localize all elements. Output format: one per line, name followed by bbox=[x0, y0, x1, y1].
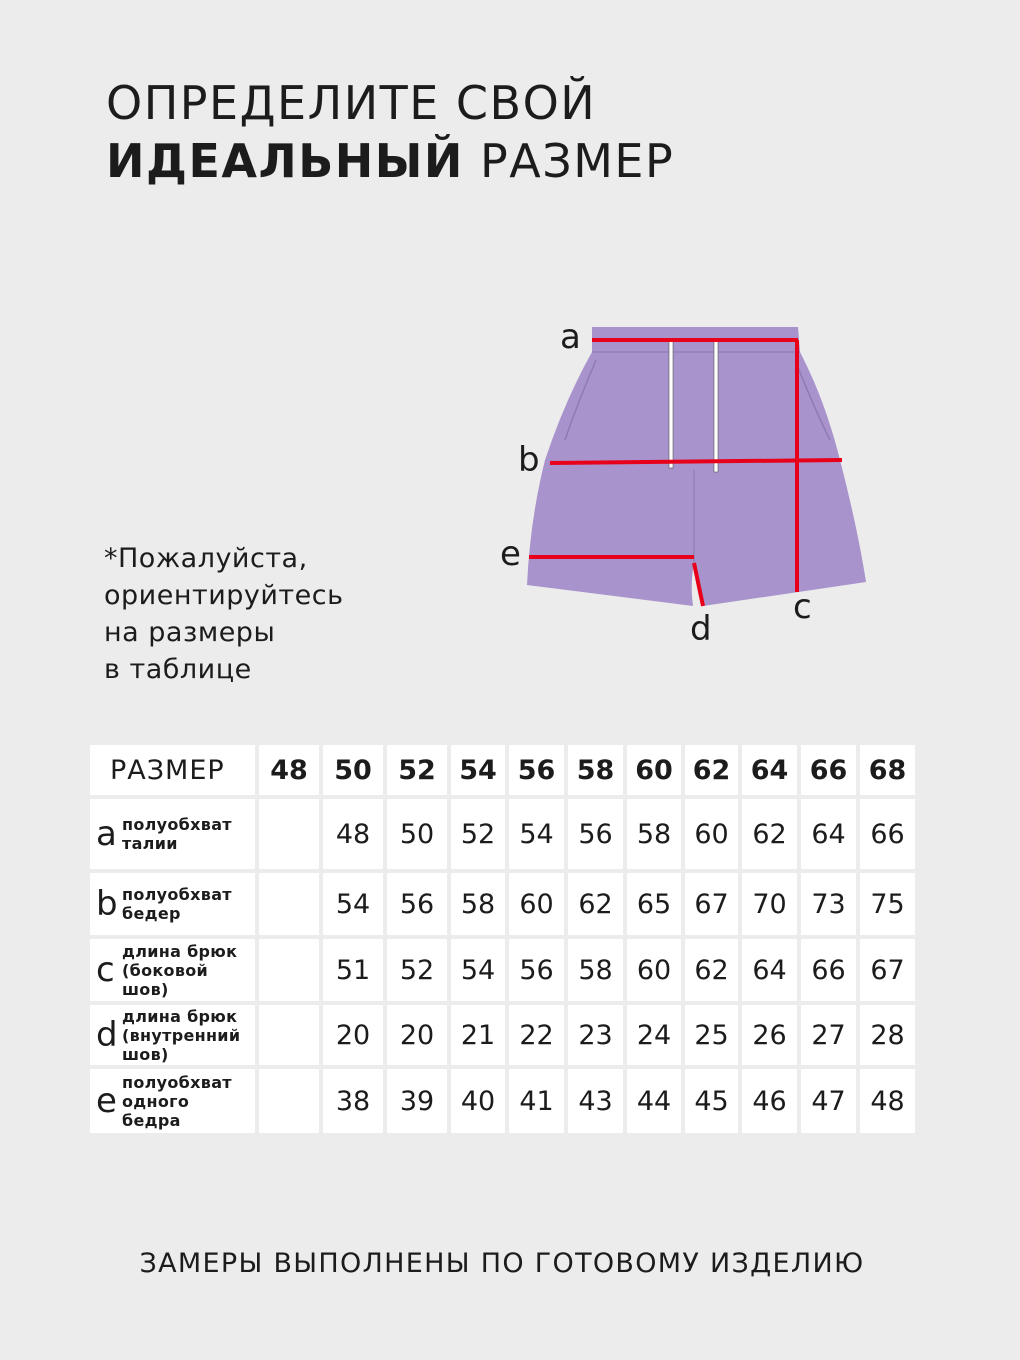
header-size: 56 bbox=[509, 745, 564, 795]
table-cell: 28 bbox=[860, 1005, 915, 1065]
row-letter: b bbox=[96, 884, 118, 924]
table-cell: 62 bbox=[742, 799, 797, 869]
header-size-label: РАЗМЕР bbox=[90, 745, 255, 795]
row-description-line: талии bbox=[122, 834, 178, 853]
note-line: на размеры bbox=[104, 617, 276, 648]
table-cell: 58 bbox=[568, 939, 623, 1001]
table-cell: 62 bbox=[685, 939, 738, 1001]
row-description bbox=[122, 942, 237, 999]
title-rest: РАЗМЕР bbox=[480, 134, 675, 188]
table-cell: 41 bbox=[509, 1069, 564, 1133]
table-cell: 52 bbox=[451, 799, 505, 869]
row-description-line: полуобхват bbox=[122, 885, 232, 904]
table-cell: 47 bbox=[801, 1069, 856, 1133]
size-table bbox=[86, 741, 919, 1137]
row-description-line: шов) bbox=[122, 979, 169, 999]
table-cell: 48 bbox=[323, 799, 383, 869]
label-b: b bbox=[518, 440, 540, 480]
row-description-line: бедер bbox=[122, 904, 181, 923]
row-letter: e bbox=[96, 1081, 117, 1121]
table-cell: 65 bbox=[627, 873, 681, 935]
table-cell: 75 bbox=[860, 873, 915, 935]
table-cell: 54 bbox=[509, 799, 564, 869]
table-row bbox=[90, 1069, 915, 1133]
table-cell: 60 bbox=[685, 799, 738, 869]
title-line-1 bbox=[106, 76, 596, 130]
table-cell: 73 bbox=[801, 873, 856, 935]
table-cell: 66 bbox=[801, 939, 856, 1001]
table-cell: 27 bbox=[801, 1005, 856, 1065]
table-cell: 44 bbox=[627, 1069, 681, 1133]
table-cell: 67 bbox=[685, 873, 738, 935]
title-bold: ИДЕАЛЬНЫЙ bbox=[106, 134, 464, 188]
table-header-row bbox=[90, 745, 915, 795]
header-size: 58 bbox=[568, 745, 623, 795]
table-cell: 56 bbox=[509, 939, 564, 1001]
shorts-silhouette bbox=[527, 327, 866, 606]
table-cell: 56 bbox=[387, 873, 447, 935]
drawstring-right bbox=[714, 340, 718, 472]
table-cell: 60 bbox=[627, 939, 681, 1001]
row-description-line: (боковой bbox=[122, 960, 209, 980]
row-letter: d bbox=[96, 1015, 118, 1055]
table-cell: 66 bbox=[860, 799, 915, 869]
header-size: 48 bbox=[259, 745, 319, 795]
table-cell: 46 bbox=[742, 1069, 797, 1133]
row-description-line: бедра bbox=[122, 1110, 181, 1130]
table-row bbox=[90, 873, 915, 935]
table-row bbox=[90, 799, 915, 869]
row-name-cell bbox=[90, 939, 255, 1001]
table-cell: 51 bbox=[323, 939, 383, 1001]
header-size: 64 bbox=[742, 745, 797, 795]
row-description-line: одного bbox=[122, 1091, 190, 1111]
title-line-2 bbox=[106, 134, 674, 188]
header-size: 60 bbox=[627, 745, 681, 795]
header-size: 68 bbox=[860, 745, 915, 795]
row-description-line: длина брюк bbox=[122, 941, 238, 961]
table-cell bbox=[259, 1069, 319, 1133]
table-cell: 62 bbox=[568, 873, 623, 935]
row-description bbox=[122, 885, 232, 923]
note-line: в таблице bbox=[104, 654, 252, 685]
header-size: 52 bbox=[387, 745, 447, 795]
table-cell bbox=[259, 939, 319, 1001]
table-cell: 52 bbox=[387, 939, 447, 1001]
table-cell: 43 bbox=[568, 1069, 623, 1133]
table-row bbox=[90, 1005, 915, 1065]
table-cell: 39 bbox=[387, 1069, 447, 1133]
label-c: c bbox=[793, 587, 812, 627]
header-size: 54 bbox=[451, 745, 505, 795]
table-cell: 48 bbox=[860, 1069, 915, 1133]
table-cell: 54 bbox=[323, 873, 383, 935]
table-cell: 58 bbox=[451, 873, 505, 935]
table-cell: 22 bbox=[509, 1005, 564, 1065]
table-cell: 23 bbox=[568, 1005, 623, 1065]
note-line: *Пожалуйста, bbox=[104, 543, 308, 574]
table-cell: 56 bbox=[568, 799, 623, 869]
table-cell: 24 bbox=[627, 1005, 681, 1065]
header-size: 66 bbox=[801, 745, 856, 795]
row-name-cell bbox=[90, 799, 255, 869]
table-cell: 50 bbox=[387, 799, 447, 869]
table-cell: 26 bbox=[742, 1005, 797, 1065]
table-cell bbox=[259, 799, 319, 869]
shorts-diagram bbox=[490, 300, 890, 660]
label-d: d bbox=[690, 609, 712, 649]
table-cell: 38 bbox=[323, 1069, 383, 1133]
row-name-cell bbox=[90, 1005, 255, 1065]
footer-text: ЗАМЕРЫ ВЫПОЛНЕНЫ ПО ГОТОВОМУ ИЗДЕЛИЮ bbox=[139, 1248, 865, 1279]
row-description-line: (внутренний bbox=[122, 1025, 241, 1045]
table-row bbox=[90, 939, 915, 1001]
header-size: 62 bbox=[685, 745, 738, 795]
table-cell bbox=[259, 1005, 319, 1065]
row-description-line: шов) bbox=[122, 1044, 169, 1064]
table-cell: 54 bbox=[451, 939, 505, 1001]
title-text-1: ОПРЕДЕЛИТЕ СВОЙ bbox=[106, 76, 597, 130]
table-cell: 58 bbox=[627, 799, 681, 869]
table-cell: 70 bbox=[742, 873, 797, 935]
row-letter: c bbox=[96, 950, 115, 990]
table-cell: 25 bbox=[685, 1005, 738, 1065]
row-description bbox=[122, 815, 232, 853]
table-cell: 60 bbox=[509, 873, 564, 935]
drawstring-left bbox=[669, 340, 673, 468]
row-description-line: длина брюк bbox=[122, 1006, 238, 1026]
table-cell: 67 bbox=[860, 939, 915, 1001]
row-description-line: полуобхват bbox=[122, 815, 232, 834]
label-e: e bbox=[500, 534, 521, 574]
table-cell: 64 bbox=[742, 939, 797, 1001]
table-cell: 40 bbox=[451, 1069, 505, 1133]
table-cell: 20 bbox=[387, 1005, 447, 1065]
row-letter: a bbox=[96, 814, 117, 854]
row-name-cell bbox=[90, 1069, 255, 1133]
header-size: 50 bbox=[323, 745, 383, 795]
table-cell: 64 bbox=[801, 799, 856, 869]
table-cell: 45 bbox=[685, 1069, 738, 1133]
row-description bbox=[122, 1073, 232, 1130]
size-note bbox=[104, 540, 344, 688]
label-a: a bbox=[560, 317, 581, 357]
row-description-line: полуобхват bbox=[122, 1072, 232, 1092]
row-name-cell bbox=[90, 873, 255, 935]
table-cell: 20 bbox=[323, 1005, 383, 1065]
note-line: ориентируйтесь bbox=[104, 580, 344, 611]
table-cell bbox=[259, 873, 319, 935]
row-description bbox=[122, 1007, 240, 1064]
table-cell: 21 bbox=[451, 1005, 505, 1065]
